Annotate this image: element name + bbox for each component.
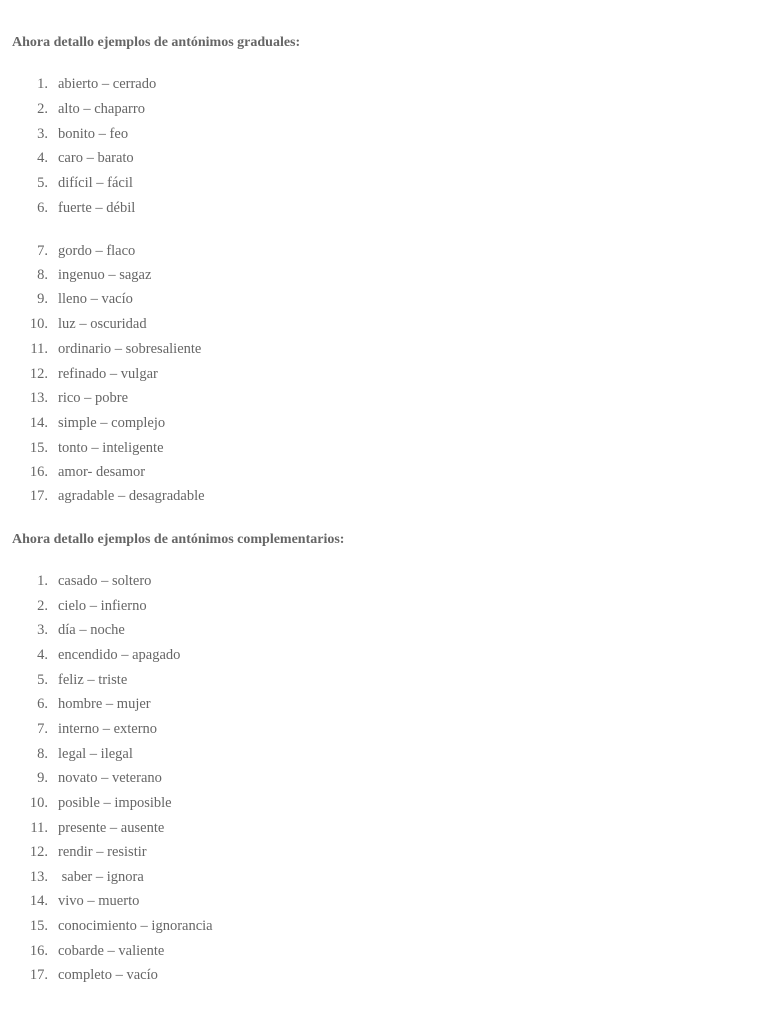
item-number: 2.	[37, 598, 48, 614]
item-number: 8.	[37, 267, 48, 283]
item-text: hombre – mujer	[58, 696, 151, 712]
item-number: 4.	[37, 647, 48, 663]
item-number: 15.	[29, 440, 48, 456]
item-text: encendido – apagado	[58, 647, 181, 663]
item-text: conocimiento – ignorancia	[58, 918, 213, 934]
item-number: 13.	[29, 390, 48, 406]
item-number: 6.	[37, 200, 48, 216]
item-number: 7.	[37, 243, 48, 259]
item-number: 11.	[30, 341, 48, 357]
item-text: rendir – resistir	[58, 844, 147, 860]
item-text: interno – externo	[58, 721, 158, 737]
item-number: 16.	[29, 464, 48, 480]
item-text: día – noche	[58, 622, 125, 638]
item-text: difícil – fácil	[58, 175, 133, 191]
item-text: vivo – muerto	[58, 893, 140, 909]
item-number: 2.	[37, 101, 48, 117]
item-text: legal – ilegal	[58, 746, 133, 762]
section-heading-complementarios: Ahora detallo ejemplos de antónimos complementarios:	[12, 532, 345, 547]
item-number: 9.	[37, 770, 48, 786]
item-text: amor- desamor	[58, 464, 146, 480]
item-number: 14.	[29, 415, 48, 431]
item-text: posible – imposible	[58, 795, 172, 811]
item-number: 17.	[29, 967, 48, 983]
item-text: casado – soltero	[58, 573, 152, 589]
item-number: 10.	[29, 316, 48, 332]
item-text: feliz – triste	[58, 672, 128, 688]
item-text: novato – veterano	[58, 770, 162, 786]
item-text: bonito – feo	[58, 126, 129, 142]
item-number: 11.	[30, 820, 48, 836]
item-text: alto – chaparro	[58, 101, 145, 117]
item-text: rico – pobre	[58, 390, 129, 406]
item-number: 1.	[37, 573, 48, 589]
item-number: 12.	[29, 366, 48, 382]
item-number: 3.	[37, 126, 48, 142]
item-text: lleno – vacío	[58, 291, 133, 307]
item-text: completo – vacío	[58, 967, 158, 983]
item-number: 5.	[37, 672, 48, 688]
item-number: 5.	[37, 175, 48, 191]
item-number: 12.	[29, 844, 48, 860]
item-text: cobarde – valiente	[58, 943, 165, 959]
item-number: 6.	[37, 696, 48, 712]
item-text: fuerte – débil	[58, 200, 136, 216]
item-text: ordinario – sobresaliente	[58, 341, 202, 357]
item-text: simple – complejo	[58, 415, 166, 431]
item-number: 10.	[29, 795, 48, 811]
item-text: luz – oscuridad	[58, 316, 147, 332]
item-text: gordo – flaco	[58, 243, 136, 259]
item-text: presente – ausente	[58, 820, 165, 836]
item-text: saber – ignora	[58, 869, 144, 885]
item-text: ingenuo – sagaz	[58, 267, 152, 283]
item-number: 17.	[29, 488, 48, 504]
item-number: 7.	[37, 721, 48, 737]
item-text: agradable – desagradable	[58, 488, 205, 504]
item-number: 9.	[37, 291, 48, 307]
item-number: 8.	[37, 746, 48, 762]
item-number: 1.	[37, 76, 48, 92]
item-text: abierto – cerrado	[58, 76, 157, 92]
item-text: tonto – inteligente	[58, 440, 164, 456]
item-number: 4.	[37, 150, 48, 166]
item-number: 13.	[29, 869, 48, 885]
item-text: cielo – infierno	[58, 598, 147, 614]
section-heading-graduales: Ahora detallo ejemplos de antónimos graduales:	[12, 35, 301, 50]
item-number: 15.	[29, 918, 48, 934]
item-text: refinado – vulgar	[58, 366, 158, 382]
item-number: 3.	[37, 622, 48, 638]
item-text: caro – barato	[58, 150, 134, 166]
item-number: 14.	[29, 893, 48, 909]
item-number: 16.	[29, 943, 48, 959]
